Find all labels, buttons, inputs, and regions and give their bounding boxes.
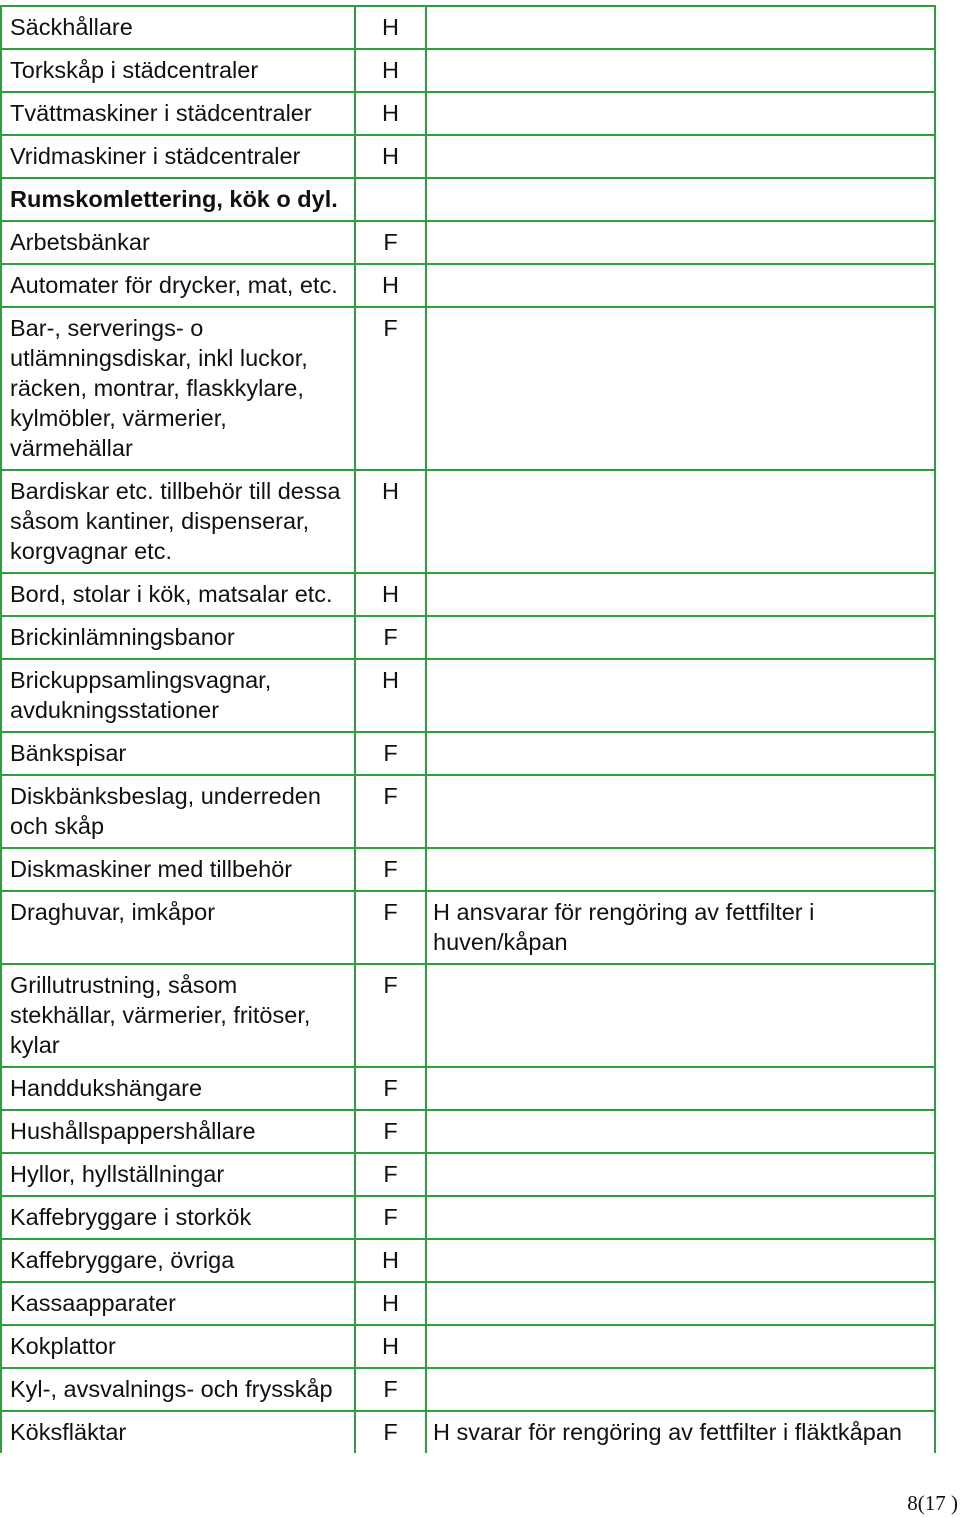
responsibility-code-cell	[355, 178, 426, 221]
table-row	[1, 49, 935, 92]
responsibility-code-cell: F	[355, 1153, 426, 1196]
note-cell	[426, 1282, 935, 1325]
item-cell: Säckhållare	[1, 6, 355, 49]
table-row	[1, 659, 935, 732]
table-row	[1, 470, 935, 573]
responsibility-code-cell: F	[355, 1196, 426, 1239]
table-row	[1, 307, 935, 470]
item-cell: Kassaapparater	[1, 1282, 355, 1325]
note-cell	[426, 573, 935, 616]
table-row	[1, 178, 935, 221]
item-cell: Draghuvar, imkåpor	[1, 891, 355, 964]
table-row	[1, 1282, 935, 1325]
item-cell: Grillutrustning, såsom stekhällar, värmerier, fritöser, kylar	[1, 964, 355, 1067]
responsibility-code-cell: H	[355, 573, 426, 616]
responsibility-code-cell: F	[355, 964, 426, 1067]
item-cell: Kaffebryggare, övriga	[1, 1239, 355, 1282]
item-cell: Bardiskar etc. tillbehör till dessa såsom kantiner, dispenserar, korgvagnar etc.	[1, 470, 355, 573]
note-cell	[426, 135, 935, 178]
table-row	[1, 1110, 935, 1153]
note-cell: H ansvarar för rengöring av fettfilter i huven/kåpan	[426, 891, 935, 964]
note-cell	[426, 470, 935, 573]
responsibility-code-cell: F	[355, 307, 426, 470]
responsibility-code-cell: F	[355, 221, 426, 264]
item-cell: Vridmaskiner i städcentraler	[1, 135, 355, 178]
item-cell: Bord, stolar i kök, matsalar etc.	[1, 573, 355, 616]
note-cell	[426, 964, 935, 1067]
note-cell	[426, 221, 935, 264]
item-cell: Kokplattor	[1, 1325, 355, 1368]
note-cell	[426, 775, 935, 848]
table-row	[1, 221, 935, 264]
table-row	[1, 1411, 935, 1453]
note-cell	[426, 1196, 935, 1239]
responsibility-table	[0, 5, 936, 1453]
table-row	[1, 732, 935, 775]
table-row	[1, 1196, 935, 1239]
note-cell	[426, 49, 935, 92]
responsibility-code-cell: F	[355, 848, 426, 891]
note-cell	[426, 1325, 935, 1368]
table-row	[1, 1325, 935, 1368]
note-cell	[426, 264, 935, 307]
table-row	[1, 891, 935, 964]
note-cell	[426, 307, 935, 470]
responsibility-code-cell: H	[355, 49, 426, 92]
item-cell: Brickuppsamlingsvagnar, avdukningsstationer	[1, 659, 355, 732]
item-cell: Kaffebryggare i storkök	[1, 1196, 355, 1239]
note-cell	[426, 1110, 935, 1153]
note-cell	[426, 1368, 935, 1411]
responsibility-code-cell: F	[355, 1110, 426, 1153]
table-row	[1, 1153, 935, 1196]
responsibility-table-wrapper	[0, 5, 934, 1453]
responsibility-code-cell: H	[355, 264, 426, 307]
note-cell: H svarar för rengöring av fettfilter i fläktkåpan	[426, 1411, 935, 1453]
item-cell: Automater för drycker, mat, etc.	[1, 264, 355, 307]
note-cell	[426, 6, 935, 49]
table-row	[1, 1368, 935, 1411]
responsibility-code-cell: F	[355, 616, 426, 659]
responsibility-code-cell: H	[355, 1325, 426, 1368]
table-row	[1, 135, 935, 178]
table-row	[1, 92, 935, 135]
note-cell	[426, 848, 935, 891]
item-cell: Diskmaskiner med tillbehör	[1, 848, 355, 891]
item-cell: Arbetsbänkar	[1, 221, 355, 264]
responsibility-code-cell: F	[355, 775, 426, 848]
responsibility-code-cell: F	[355, 732, 426, 775]
responsibility-code-cell: H	[355, 6, 426, 49]
responsibility-code-cell: H	[355, 92, 426, 135]
note-cell	[426, 178, 935, 221]
note-cell	[426, 616, 935, 659]
item-cell: Rumskomlettering, kök o dyl.	[1, 178, 355, 221]
table-row	[1, 775, 935, 848]
note-cell	[426, 732, 935, 775]
note-cell	[426, 1067, 935, 1110]
note-cell	[426, 92, 935, 135]
item-cell: Bänkspisar	[1, 732, 355, 775]
item-cell: Brickinlämningsbanor	[1, 616, 355, 659]
note-cell	[426, 1153, 935, 1196]
item-cell: Torkskåp i städcentraler	[1, 49, 355, 92]
table-row	[1, 616, 935, 659]
note-cell	[426, 659, 935, 732]
page-number: 8(17 )	[907, 1491, 958, 1515]
table-row	[1, 848, 935, 891]
item-cell: Kyl-, avsvalnings- och frysskåp	[1, 1368, 355, 1411]
note-cell	[426, 1239, 935, 1282]
item-cell: Hushållspappershållare	[1, 1110, 355, 1153]
responsibility-code-cell: H	[355, 1282, 426, 1325]
item-cell: Bar-, serverings- o utlämningsdiskar, inkl luckor, räcken, montrar, flaskkylare, kylmöbler, värmerier, värmehällar	[1, 307, 355, 470]
item-cell: Tvättmaskiner i städcentraler	[1, 92, 355, 135]
responsibility-code-cell: F	[355, 1411, 426, 1453]
table-row	[1, 964, 935, 1067]
table-row	[1, 573, 935, 616]
table-row	[1, 1067, 935, 1110]
table-row	[1, 1239, 935, 1282]
responsibility-code-cell: H	[355, 659, 426, 732]
item-cell: Köksfläktar	[1, 1411, 355, 1453]
table-body	[1, 6, 935, 1453]
table-row	[1, 264, 935, 307]
item-cell: Hyllor, hyllställningar	[1, 1153, 355, 1196]
responsibility-code-cell: H	[355, 470, 426, 573]
responsibility-code-cell: F	[355, 891, 426, 964]
item-cell: Handdukshängare	[1, 1067, 355, 1110]
responsibility-code-cell: F	[355, 1368, 426, 1411]
responsibility-code-cell: F	[355, 1067, 426, 1110]
responsibility-code-cell: H	[355, 135, 426, 178]
item-cell: Diskbänksbeslag, underreden och skåp	[1, 775, 355, 848]
table-row	[1, 6, 935, 49]
responsibility-code-cell: H	[355, 1239, 426, 1282]
